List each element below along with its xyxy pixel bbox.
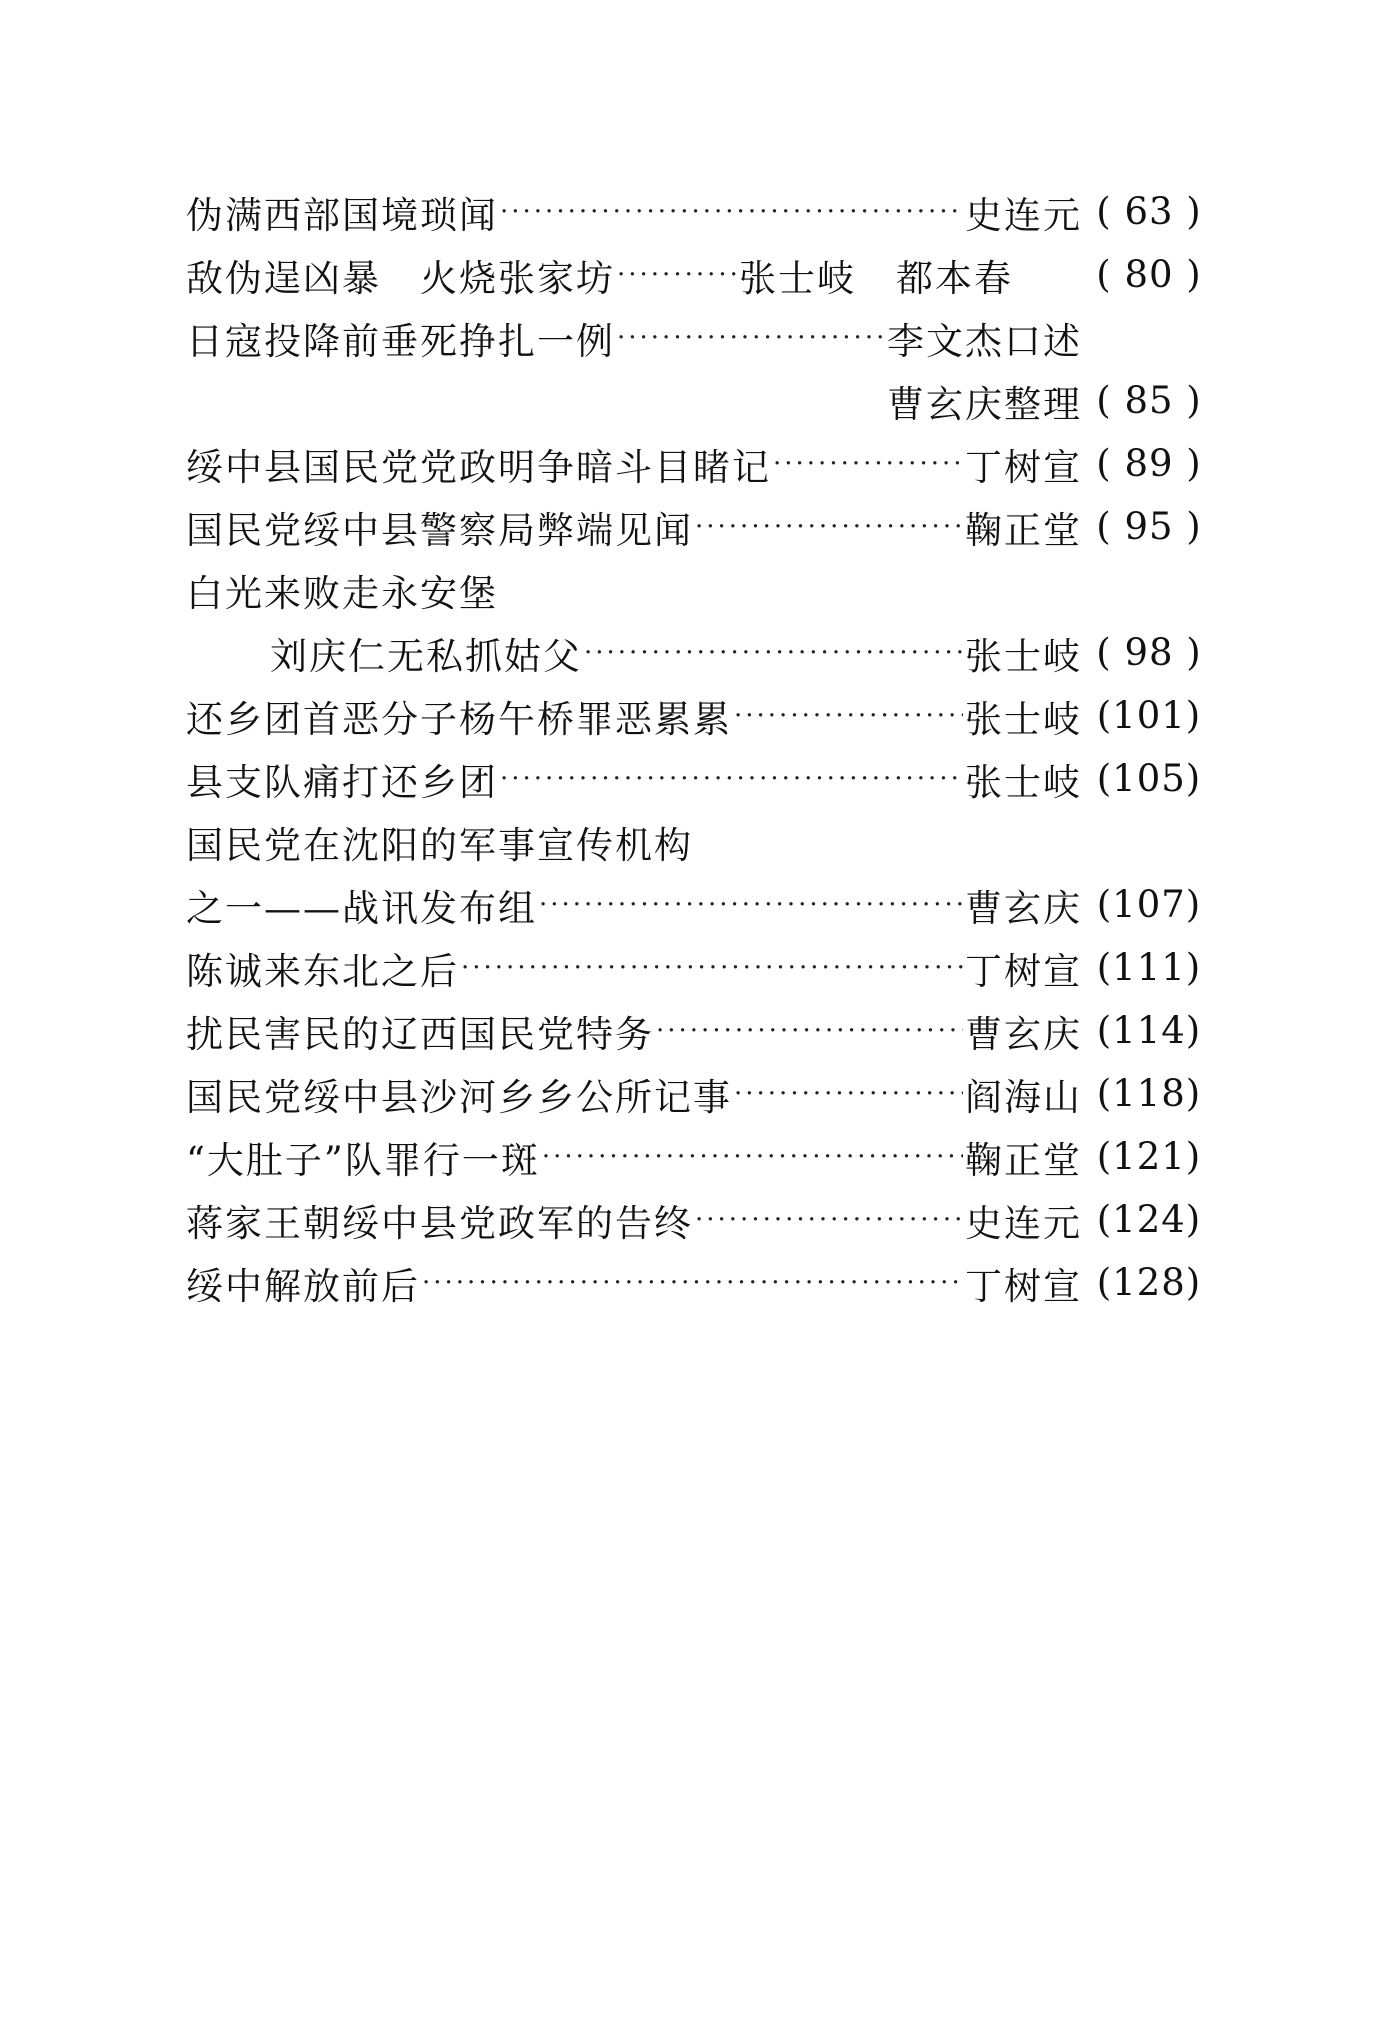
leader-dots [542, 1142, 963, 1172]
toc-entry-title: 伪满西部国境琐闻 [186, 193, 498, 237]
toc-entry-author: 史连元 [965, 193, 1082, 237]
leader-dots [500, 197, 963, 227]
toc-entry-title: “大肚子”队罪行一斑 [186, 1138, 540, 1182]
toc-entry-author: 丁树宣 [965, 445, 1082, 489]
toc-entry-author: 张士岐 [739, 256, 856, 300]
toc-entry [186, 1251, 1216, 1314]
toc-entry [186, 684, 1216, 747]
toc-entry-page: (118) [1096, 1072, 1202, 1115]
toc-entry-title: 陈诚来东北之后 [186, 949, 459, 993]
leader-dots [617, 260, 737, 290]
toc-entry-title: 日寇投降前垂死挣扎一例 [186, 319, 615, 363]
toc-entry-title: 白光来败走永安堡 [186, 571, 498, 615]
toc-entry-page: (101) [1096, 694, 1202, 737]
toc-entry-author: 李文杰口述 [887, 319, 1082, 363]
toc-entry [186, 1062, 1216, 1125]
leader-dots [695, 512, 963, 542]
leader-dots [584, 638, 963, 668]
table-of-contents [186, 180, 1216, 1314]
toc-entry-author: 鞠正堂 [965, 1138, 1082, 1182]
toc-entry-author: 曹玄庆整理 [887, 382, 1082, 426]
toc-entry-page: (107) [1096, 883, 1202, 926]
toc-entry [186, 747, 1216, 810]
toc-entry-title: 国民党绥中县警察局弊端见闻 [186, 508, 693, 552]
toc-entry-page: ( 63 ) [1096, 190, 1202, 233]
toc-entry-title: 刘庆仁无私抓姑父 [270, 634, 582, 678]
toc-entry-page: ( 85 ) [1096, 379, 1202, 422]
toc-entry-page: (105) [1096, 757, 1202, 800]
leader-dots [734, 1079, 963, 1109]
toc-entry-title: 扰民害民的辽西国民党特务 [186, 1012, 654, 1056]
toc-entry-author: 张士岐 [965, 634, 1082, 678]
leader-dots [539, 890, 963, 920]
toc-entry [186, 999, 1216, 1062]
toc-entry [186, 1125, 1216, 1188]
toc-entry [186, 1188, 1216, 1251]
toc-entry-title: 之一——战讯发布组 [186, 886, 537, 930]
toc-entry-page: ( 89 ) [1096, 442, 1202, 485]
toc-entry-author: 张士岐 [965, 760, 1082, 804]
toc-entry-title: 国民党在沈阳的军事宣传机构 [186, 823, 693, 867]
toc-entry [186, 495, 1216, 558]
toc-entry-page: (124) [1096, 1198, 1202, 1241]
toc-entry-author: 史连元 [965, 1201, 1082, 1245]
toc-entry [186, 180, 1216, 243]
toc-entry-title: 蒋家王朝绥中县党政军的告终 [186, 1201, 693, 1245]
toc-entry [186, 936, 1216, 999]
toc-entry-subtitle [186, 621, 1216, 684]
toc-entry [186, 558, 1216, 621]
toc-entry [186, 810, 1216, 873]
leader-dots [422, 1268, 963, 1298]
toc-entry-page: (128) [1096, 1261, 1202, 1304]
toc-entry-author: 丁树宣 [965, 1264, 1082, 1308]
toc-entry-page: ( 95 ) [1096, 505, 1202, 548]
toc-entry [186, 432, 1216, 495]
toc-entry-page: (121) [1096, 1135, 1202, 1178]
toc-entry-title: 还乡团首恶分子杨午桥罪恶累累 [186, 697, 732, 741]
toc-entry-title: 国民党绥中县沙河乡乡公所记事 [186, 1075, 732, 1119]
leader-dots [773, 449, 963, 479]
toc-entry-author-2: 都本春 [896, 256, 1013, 300]
leader-dots [461, 953, 963, 983]
toc-entry-author: 阎海山 [965, 1075, 1082, 1119]
toc-entry-title: 绥中县国民党党政明争暗斗目睹记 [186, 445, 771, 489]
toc-entry-title: 敌伪逞凶暴 火烧张家坊 [186, 256, 615, 300]
toc-entry-page: ( 98 ) [1096, 631, 1202, 674]
leader-dots [617, 323, 885, 353]
toc-entry-author: 曹玄庆 [965, 1012, 1082, 1056]
leader-dots [695, 1205, 963, 1235]
leader-dots [500, 764, 963, 794]
toc-entry-page: (114) [1096, 1009, 1202, 1052]
toc-entry [186, 306, 1216, 369]
toc-entry-subtitle [186, 873, 1216, 936]
toc-entry [186, 243, 1216, 306]
toc-entry-title: 绥中解放前后 [186, 1264, 420, 1308]
leader-dots [734, 701, 963, 731]
toc-entry-author: 鞠正堂 [965, 508, 1082, 552]
toc-entry-author: 丁树宣 [965, 949, 1082, 993]
toc-entry-author: 张士岐 [965, 697, 1082, 741]
leader-dots [656, 1016, 963, 1046]
toc-entry-page: ( 80 ) [1096, 253, 1202, 296]
toc-entry-title: 县支队痛打还乡团 [186, 760, 498, 804]
toc-entry-page: (111) [1096, 946, 1202, 989]
toc-entry-author: 曹玄庆 [965, 886, 1082, 930]
toc-entry-continuation [186, 369, 1216, 432]
